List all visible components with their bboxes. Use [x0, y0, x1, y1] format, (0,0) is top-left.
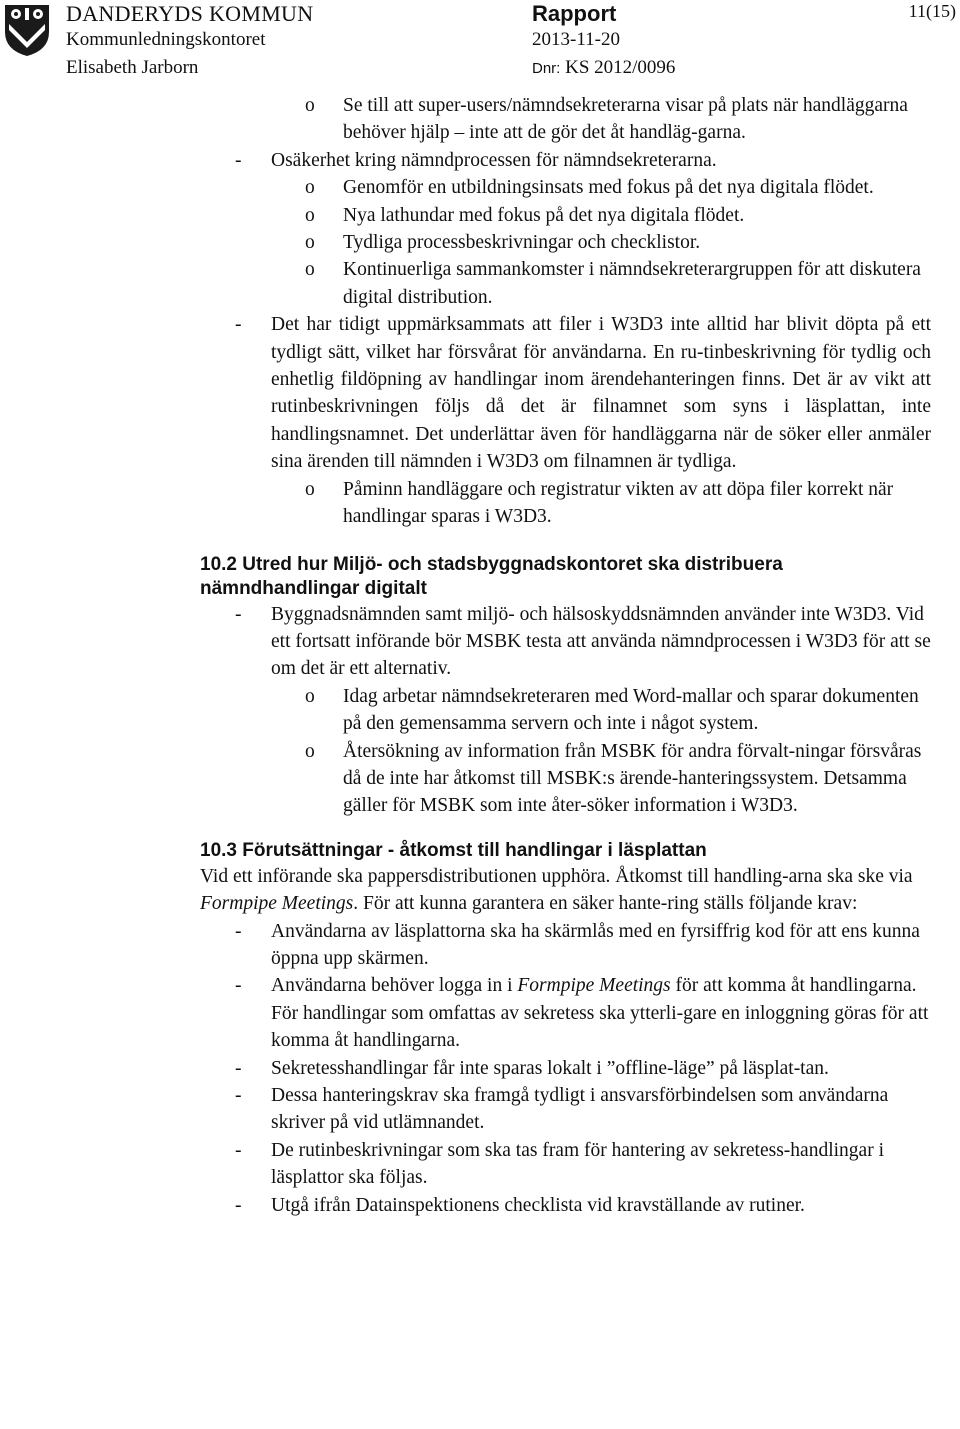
spacer — [0, 820, 960, 839]
section-heading-10-2: 10.2 Utred hur Miljö- och stadsbyggnadskontoret ska distribuera nämndhandlingar digitalt — [200, 553, 783, 599]
list-item — [0, 918, 931, 973]
list-item-text: Användarna av läsplattorna ska ha skärmlås med en fyrsiffrig kod för att ens kunna öppna upp skärmen. — [271, 920, 920, 969]
page-number: 11(15) — [908, 1, 956, 21]
list-item-text: Nya lathundar med fokus på det nya digitala flödet. — [343, 204, 745, 226]
circle-bullet: o — [305, 95, 315, 116]
list-item — [0, 92, 931, 147]
list-item — [0, 1137, 931, 1192]
list-item — [0, 311, 931, 475]
list-item-text: Byggnadsnämnden samt miljö- och hälsoskyddsnämnden använder inte W3D3. Vid ett fortsatt införande bör MSBK testa att använda nämndprocessen i W3D3 för att se om det är ett alternativ. — [271, 603, 931, 680]
dash-bullet: - — [235, 603, 242, 625]
list-item-text: Osäkerhet kring nämndprocessen för nämndsekreterarna. — [271, 149, 717, 171]
intro-text: Vid ett införande ska pappersdistributionen upphöra. Åtkomst till handling-arna ska ske via — [200, 865, 913, 887]
spacer — [0, 531, 960, 553]
circle-bullet: o — [305, 177, 315, 199]
list-item-text-part: för att komma åt handlingarna. För handlingar som omfattas av sekretess ska ytterli-gare en inloggning göras för att komma åt handlingarna. — [271, 975, 929, 1052]
intro-text: . För att kunna garantera en säker hante-ring ställs följande krav: — [353, 893, 858, 915]
organization-name: DANDERYDS KOMMUN — [66, 1, 314, 26]
list-item — [0, 229, 931, 256]
list-item-text: Påminn handläggare och registratur vikten av att döpa filer korrekt när handlingar sparas i W3D3. — [343, 478, 894, 528]
dash-bullet: - — [235, 1194, 242, 1216]
list-item-text: Det har tidigt uppmärksammats att filer i W3D3 inte alltid har blivit döpta på ett tydligt sätt, vilket har försvårat för användarna. En ru-tinbeskrivning för tydlig och enhetlig fildöpning av handlingar inom ärendehanteringen finns. Det är av vikt att rutinbeskrivningen följs då det är filnamnet som syns i läsplattan, inte handlingsnamnet. Det underlättar även för handläggarna när de söker eller anmäler sina ärenden till nämnden i W3D3 om filnamnen är tydliga. — [271, 314, 931, 473]
dash-bullet: - — [235, 1139, 242, 1161]
list-item-text: Kontinuerliga sammankomster i nämndsekreterargruppen för att diskutera digital distribution. — [343, 259, 921, 308]
circle-bullet: o — [305, 204, 315, 226]
circle-bullet: o — [305, 232, 315, 254]
list-item-text: Utgå ifrån Datainspektionens checklista vid kravställande av rutiner. — [271, 1194, 805, 1216]
list-item-text: Sekretesshandlingar får inte sparas lokalt i ”offline-läge” på läsplat-tan. — [271, 1057, 829, 1079]
list-item — [0, 202, 931, 229]
dash-bullet: - — [235, 975, 242, 997]
list-item — [0, 1192, 931, 1219]
registration-number — [532, 57, 675, 79]
circle-bullet: o — [305, 685, 315, 707]
product-name: Formpipe Meetings — [517, 975, 671, 997]
list-item — [0, 972, 931, 1054]
list-item — [0, 1055, 931, 1082]
dash-bullet: - — [235, 314, 242, 336]
dash-bullet: - — [235, 920, 242, 942]
list-item-text-part: Användarna behöver logga in i — [271, 975, 518, 997]
list-item — [0, 683, 931, 738]
list-item — [0, 738, 931, 820]
list-item — [0, 601, 931, 683]
department-name: Kommunledningskontoret — [66, 29, 266, 50]
list-item-text: Tydliga processbeskrivningar och checklistor. — [343, 232, 701, 254]
document-date: 2013-11-20 — [532, 29, 620, 50]
circle-bullet: o — [305, 740, 315, 762]
registration-number-value: KS 2012/0096 — [565, 57, 676, 78]
author-name: Elisabeth Jarborn — [66, 57, 199, 78]
list-item-text: Se till att super-users/nämndsekreterarna visar på plats när handläggarna behöver hjälp – inte att de gör det åt handläg-garna. — [343, 95, 908, 144]
dash-bullet: - — [235, 1057, 242, 1079]
circle-bullet: o — [305, 478, 315, 500]
dash-bullet: - — [235, 1085, 242, 1106]
dash-bullet: - — [235, 149, 242, 171]
product-name: Formpipe Meetings — [200, 893, 354, 915]
list-item — [0, 147, 931, 174]
list-item — [0, 256, 931, 311]
list-item-text: De rutinbeskrivningar som ska tas fram för hantering av sekretess-handlingar i läsplattor ska följas. — [271, 1139, 884, 1189]
list-item-text — [271, 975, 928, 1051]
list-item — [0, 174, 931, 201]
list-item-text: Dessa hanteringskrav ska framgå tydligt i ansvarsförbindelsen som användarna skriver på vid utlämnandet. — [271, 1085, 889, 1134]
registration-number-label: Dnr: — [532, 60, 561, 77]
list-item-text: Idag arbetar nämndsekreteraren med Word-mallar och sparar dokumenten på den gemensamma servern och inte i något system. — [343, 685, 919, 735]
document-type: Rapport — [532, 1, 617, 26]
list-item-text: Genomför en utbildningsinsats med fokus på det nya digitala flödet. — [343, 177, 874, 199]
municipal-coat-of-arms-icon — [2, 2, 52, 58]
list-item — [0, 1082, 931, 1137]
list-item — [0, 476, 931, 531]
circle-bullet: o — [305, 259, 315, 281]
section-intro-paragraph — [0, 863, 930, 918]
document-header — [0, 0, 960, 86]
section-heading-10-3: 10.3 Förutsättningar - åtkomst till handlingar i läsplattan — [200, 839, 707, 861]
list-item-text: Återsökning av information från MSBK för andra förvalt-ningar försvåras då de inte har åtkomst till MSBK:s ärende-hanteringssystem. Detsamma gäller för MSBK som inte åter-söker information i W3D3. — [343, 740, 922, 817]
document-body — [0, 92, 960, 1219]
